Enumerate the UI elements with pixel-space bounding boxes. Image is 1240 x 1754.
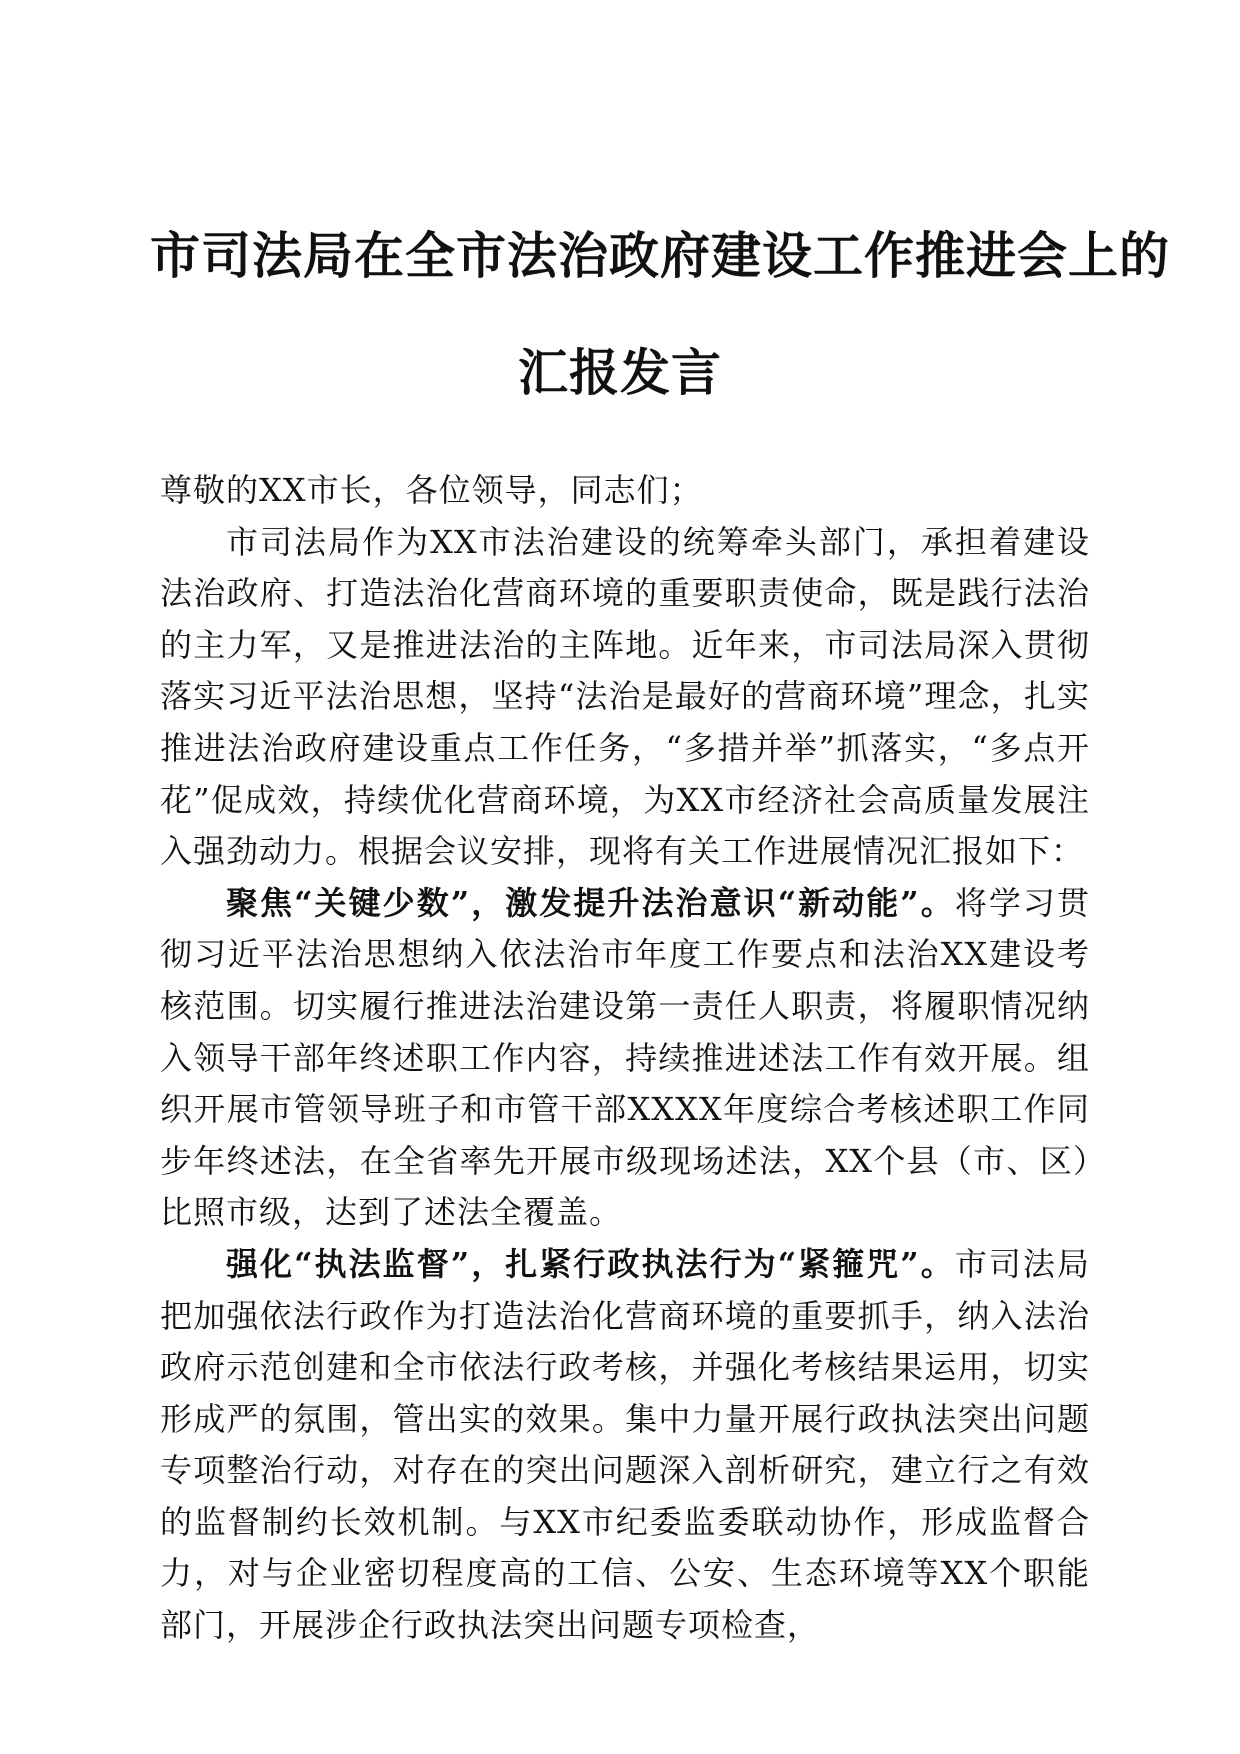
paragraph-text: 市司法局把加强依法行政作为打造法治化营商环境的重要抓手，纳入法治政府示范创建和全市依法行政考核，并强化考核结果运用，切实形成严的氛围，管出实的效果。集中力量开展行政执法突出问题专项整治行动，对存在的突出问题深入剖析研究，建立行之有效的监督制约长效机制。与XX市纪委监委联动协作，形成监督合力，对与企业密切程度高的工信、公安、生态环境等XX个职能部门，开展涉企行政执法突出问题专项检查， [160,1244,1090,1645]
paragraph-section-2 [160,1239,1090,1652]
document-title-line-2: 汇报发言 [518,343,722,402]
paragraph-text: 市司法局作为XX市法治建设的统筹牵头部门，承担着建设法治政府、打造法治化营商环境的重要职责使命，既是践行法治的主力军，又是推进法治的主阵地。近年来，市司法局深入贯彻落实习近平法治思想，坚持“法治是最好的营商环境”理念，扎实推进法治政府建设重点工作任务，“多措并举”抓落实，“多点开花”促成效，持续优化营商环境，为XX市经济社会高质量发展注入强劲动力。根据会议安排，现将有关工作进展情况汇报如下： [160,522,1090,871]
paragraph-text: 将学习贯彻习近平法治思想纳入依法治市年度工作要点和法治XX建设考核范围。切实履行推进法治建设第一责任人职责，将履职情况纳入领导干部年终述职工作内容，持续推进述法工作有效开展。组织开展市管领导班子和市管干部XXXX年度综合考核述职工作同步年终述法，在全省率先开展市级现场述法，XX个县（市、区）比照市级，达到了述法全覆盖。 [160,883,1090,1232]
document-title-line-1: 市司法局在全市法治政府建设工作推进会上的 [150,226,1170,285]
salutation: 尊敬的XX市长，各位领导，同志们； [160,471,703,509]
section-heading: 聚焦“关键少数”，激发提升法治意识“新动能”。 [226,883,955,922]
paragraph-intro [160,517,1090,878]
section-heading: 强化“执法监督”，扎紧行政执法行为“紧箍咒”。 [226,1244,955,1283]
paragraph-section-1 [160,878,1090,1239]
document-body [160,465,1090,1652]
